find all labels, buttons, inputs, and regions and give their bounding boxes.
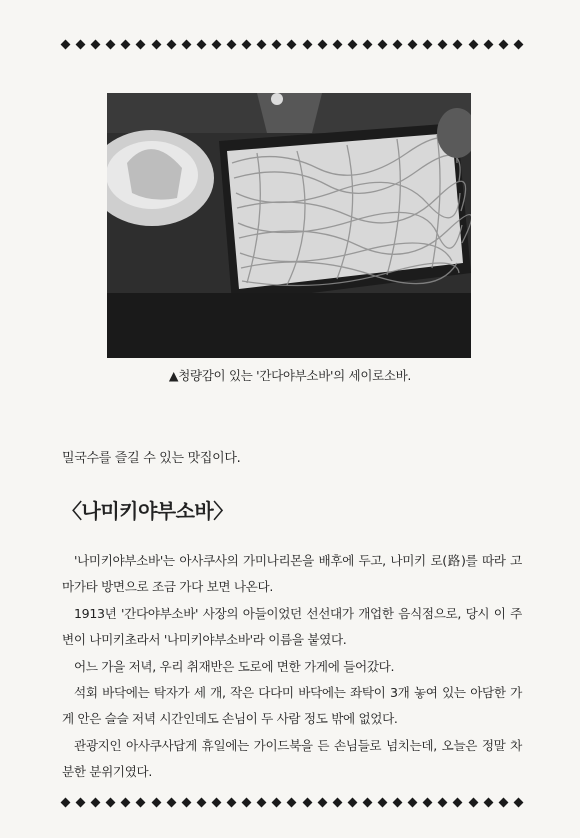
diamond-ornament-icon	[423, 39, 433, 49]
diamond-ornament-icon	[378, 797, 388, 807]
diamond-ornament-icon	[227, 797, 237, 807]
diamond-ornament-icon	[468, 39, 478, 49]
photo-caption: ▲청량감이 있는 '간다야부소바'의 세이로소바.	[168, 368, 412, 383]
diamond-ornament-icon	[272, 39, 282, 49]
diamond-ornament-icon	[196, 39, 206, 49]
diamond-ornament-icon	[106, 39, 116, 49]
diamond-ornament-icon	[393, 797, 403, 807]
diamond-ornament-icon	[136, 39, 146, 49]
body-text	[62, 548, 522, 786]
diamond-ornament-icon	[302, 797, 312, 807]
diamond-ornament-icon	[483, 797, 493, 807]
paragraph: 관광지인 아사쿠사답게 휴일에는 가이드북을 든 손님들로 넘치는데, 오늘은 정말 차분한 분위기였다.	[62, 737, 522, 780]
diamond-ornament-icon	[76, 797, 86, 807]
paragraph: 1913년 '간다야부소바' 사장의 아들이었던 선선대가 개업한 음식점으로, 당시 이 주변이 나미키초라서 '나미키야부소바'라 이름을 붙였다.	[62, 605, 522, 648]
diamond-ornament-icon	[498, 39, 508, 49]
diamond-ornament-icon	[61, 797, 71, 807]
diamond-ornament-icon	[106, 797, 116, 807]
diamond-ornament-icon	[166, 39, 176, 49]
diamond-ornament-icon	[257, 797, 267, 807]
section-title: 〈나미키야부소바〉	[62, 499, 233, 523]
diamond-ornament-icon	[121, 39, 131, 49]
diamond-ornament-icon	[181, 797, 191, 807]
diamond-ornament-icon	[513, 797, 523, 807]
diamond-ornament-icon	[257, 39, 267, 49]
diamond-ornament-icon	[151, 39, 161, 49]
diamond-ornament-icon	[302, 39, 312, 49]
diamond-ornament-icon	[378, 39, 388, 49]
diamond-ornament-icon	[438, 39, 448, 49]
diamond-ornament-icon	[91, 797, 101, 807]
diamond-ornament-icon	[347, 797, 357, 807]
diamond-ornament-icon	[332, 797, 342, 807]
diamond-ornament-icon	[468, 797, 478, 807]
diamond-ornament-icon	[362, 797, 372, 807]
diamond-ornament-icon	[317, 39, 327, 49]
diamond-ornament-icon	[121, 797, 131, 807]
diamond-ornament-icon	[393, 39, 403, 49]
diamond-ornament-icon	[362, 39, 372, 49]
diamond-ornament-icon	[211, 797, 221, 807]
diamond-ornament-icon	[408, 39, 418, 49]
diamond-ornament-icon	[242, 797, 252, 807]
diamond-ornament-icon	[136, 797, 146, 807]
diamond-ornament-icon	[438, 797, 448, 807]
diamond-ornament-icon	[181, 39, 191, 49]
diamond-ornament-icon	[453, 797, 463, 807]
diamond-ornament-icon	[91, 39, 101, 49]
paragraph: 어느 가을 저녁, 우리 취재반은 도로에 면한 가게에 들어갔다.	[74, 658, 395, 674]
diamond-ornament-icon	[166, 797, 176, 807]
paragraph: 석회 바닥에는 탁자가 세 개, 작은 다다미 바닥에는 좌탁이 3개 놓여 있는 아담한 가게 안은 슬슬 저녁 시간인데도 손님이 두 사람 정도 밖에 없었다.	[62, 685, 522, 727]
diamond-ornament-icon	[498, 797, 508, 807]
soba-noodles-photo	[107, 93, 471, 358]
diamond-ornament-icon	[423, 797, 433, 807]
diamond-ornament-icon	[408, 797, 418, 807]
diamond-ornament-icon	[317, 797, 327, 807]
decorative-border-bottom	[62, 795, 522, 809]
diamond-ornament-icon	[347, 39, 357, 49]
diamond-ornament-icon	[211, 39, 221, 49]
diamond-ornament-icon	[332, 39, 342, 49]
diamond-ornament-icon	[272, 797, 282, 807]
decorative-border-top	[62, 37, 522, 51]
diamond-ornament-icon	[61, 39, 71, 49]
diamond-ornament-icon	[151, 797, 161, 807]
diamond-ornament-icon	[287, 797, 297, 807]
diamond-ornament-icon	[196, 797, 206, 807]
diamond-ornament-icon	[453, 39, 463, 49]
paragraph: '나미키야부소바'는 아사쿠사의 가미나리몬을 배후에 두고, 나미키 로(路)를 따라 고마가타 방면으로 조금 가다 보면 나온다.	[62, 553, 522, 595]
lead-text: 밀국수를 즐길 수 있는 맛집이다.	[62, 451, 241, 466]
diamond-ornament-icon	[483, 39, 493, 49]
diamond-ornament-icon	[287, 39, 297, 49]
diamond-ornament-icon	[76, 39, 86, 49]
diamond-ornament-icon	[242, 39, 252, 49]
diamond-ornament-icon	[227, 39, 237, 49]
diamond-ornament-icon	[513, 39, 523, 49]
